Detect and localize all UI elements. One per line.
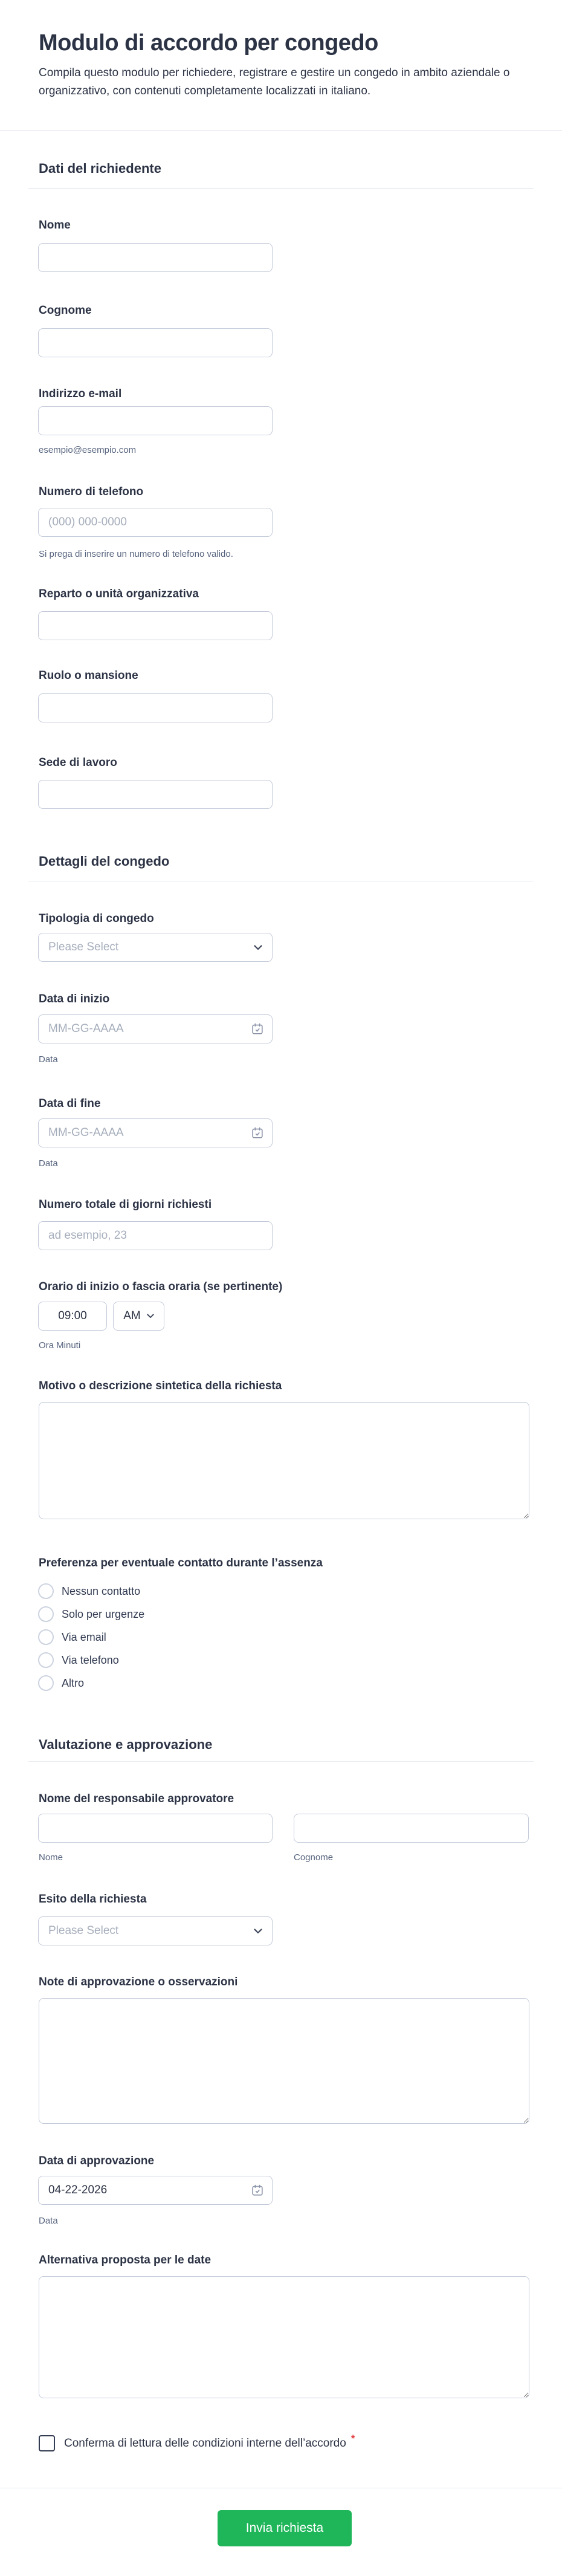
- data-fine-input[interactable]: [38, 1118, 273, 1147]
- cognome-input[interactable]: [38, 328, 273, 357]
- conferma-checkbox[interactable]: [39, 2435, 55, 2451]
- sede-input[interactable]: [38, 780, 273, 809]
- motivo-textarea[interactable]: [39, 1402, 529, 1519]
- tipologia-select-value: Please Select: [48, 941, 119, 953]
- page-title: Modulo di accordo per congedo: [39, 30, 378, 56]
- invia-richiesta-button[interactable]: Invia richiesta: [218, 2510, 352, 2546]
- responsabile-nome-input[interactable]: [38, 1814, 273, 1843]
- conferma-label: Conferma di lettura delle condizioni interne dell’accordo: [64, 2437, 346, 2450]
- data-inizio-input[interactable]: [38, 1014, 273, 1043]
- note-label: Note di approvazione o osservazioni: [39, 1976, 238, 1988]
- radio-label: Altro: [62, 1676, 85, 1689]
- data-approvazione-label: Data di approvazione: [39, 2155, 155, 2167]
- esito-label: Esito della richiesta: [39, 1893, 147, 1906]
- nome-label: Nome: [39, 219, 71, 232]
- email-label: Indirizzo e-mail: [39, 388, 122, 400]
- data-approvazione-sublabel: Data: [39, 2216, 58, 2226]
- responsabile-cognome-input[interactable]: [294, 1814, 529, 1843]
- section-divider: [28, 1761, 534, 1762]
- calendar-icon[interactable]: [251, 1022, 264, 1036]
- sede-label: Sede di lavoro: [39, 756, 117, 769]
- responsabile-label: Nome del responsabile approvatore: [39, 1792, 234, 1805]
- radio-circle[interactable]: [38, 1675, 54, 1691]
- data-fine-label: Data di fine: [39, 1097, 101, 1110]
- telefono-input[interactable]: [38, 508, 273, 537]
- top-divider: [0, 130, 562, 131]
- calendar-icon[interactable]: [251, 1126, 264, 1140]
- orario-label: Orario di inizio o fascia oraria (se pertinente): [39, 1280, 283, 1293]
- radio-altro[interactable]: [38, 1675, 84, 1691]
- cognome-label: Cognome: [39, 304, 92, 317]
- required-asterisk: *: [350, 2433, 355, 2444]
- email-input[interactable]: [38, 406, 273, 435]
- data-approvazione-input[interactable]: [38, 2176, 273, 2205]
- reparto-label: Reparto o unità organizzativa: [39, 588, 199, 600]
- calendar-icon[interactable]: [251, 2184, 264, 2197]
- data-inizio-label: Data di inizio: [39, 993, 110, 1005]
- tipologia-label: Tipologia di congedo: [39, 912, 154, 925]
- esito-select-value: Please Select: [48, 1924, 119, 1937]
- data-fine-sublabel: Data: [39, 1158, 58, 1169]
- email-helper: esempio@esempio.com: [39, 445, 137, 455]
- radio-label: Solo per urgenze: [62, 1608, 145, 1620]
- chevron-down-icon: [147, 1314, 154, 1319]
- radio-circle[interactable]: [38, 1629, 54, 1645]
- section-heading-congedo: Dettagli del congedo: [39, 854, 170, 869]
- radio-circle[interactable]: [38, 1583, 54, 1599]
- radio-label: Via telefono: [62, 1653, 119, 1666]
- radio-nessun-contatto[interactable]: [38, 1583, 140, 1599]
- ampm-select[interactable]: [113, 1302, 164, 1331]
- orario-sublabel: Ora Minuti: [39, 1340, 81, 1351]
- tipologia-select[interactable]: [38, 933, 273, 962]
- radio-via-email[interactable]: [38, 1629, 106, 1645]
- reparto-input[interactable]: [38, 611, 273, 640]
- telefono-helper: Si prega di inserire un numero di telefono valido.: [39, 549, 233, 559]
- note-textarea[interactable]: [39, 1998, 529, 2124]
- section-heading-approvazione: Valutazione e approvazione: [39, 1737, 213, 1752]
- nome-input[interactable]: [38, 243, 273, 272]
- telefono-label: Numero di telefono: [39, 485, 144, 498]
- radio-circle[interactable]: [38, 1606, 54, 1622]
- ruolo-label: Ruolo o mansione: [39, 669, 138, 682]
- giorni-label: Numero totale di giorni richiesti: [39, 1198, 212, 1211]
- section-heading-richiedente: Dati del richiedente: [39, 161, 161, 176]
- preferenza-label: Preferenza per eventuale contatto durante l’assenza: [39, 1557, 323, 1569]
- radio-circle[interactable]: [38, 1652, 54, 1668]
- ampm-select-value: AM: [123, 1309, 141, 1322]
- ora-input[interactable]: [38, 1302, 107, 1331]
- giorni-input[interactable]: [38, 1221, 273, 1250]
- responsabile-cognome-sublabel: Cognome: [294, 1852, 334, 1863]
- conferma-checkbox-row[interactable]: [39, 2435, 355, 2451]
- chevron-down-icon: [254, 945, 262, 950]
- radio-label: Nessun contatto: [62, 1585, 141, 1597]
- chevron-down-icon: [254, 1929, 262, 1934]
- alternativa-textarea[interactable]: [39, 2276, 529, 2398]
- responsabile-nome-sublabel: Nome: [39, 1852, 63, 1863]
- ruolo-input[interactable]: [38, 693, 273, 722]
- motivo-label: Motivo o descrizione sintetica della richiesta: [39, 1380, 282, 1392]
- section-divider: [28, 188, 534, 189]
- radio-solo-per-urgenze[interactable]: [38, 1606, 144, 1622]
- page-subtitle: Compila questo modulo per richiedere, registrare e gestire un congedo in ambito aziendale o organizzativo, con contenuti completamente localizzati in italiano.: [39, 67, 510, 97]
- alternativa-label: Alternativa proposta per le date: [39, 2254, 212, 2266]
- radio-via-telefono[interactable]: [38, 1652, 119, 1668]
- esito-select[interactable]: [38, 1916, 273, 1945]
- radio-label: Via email: [62, 1630, 106, 1643]
- data-inizio-sublabel: Data: [39, 1054, 58, 1065]
